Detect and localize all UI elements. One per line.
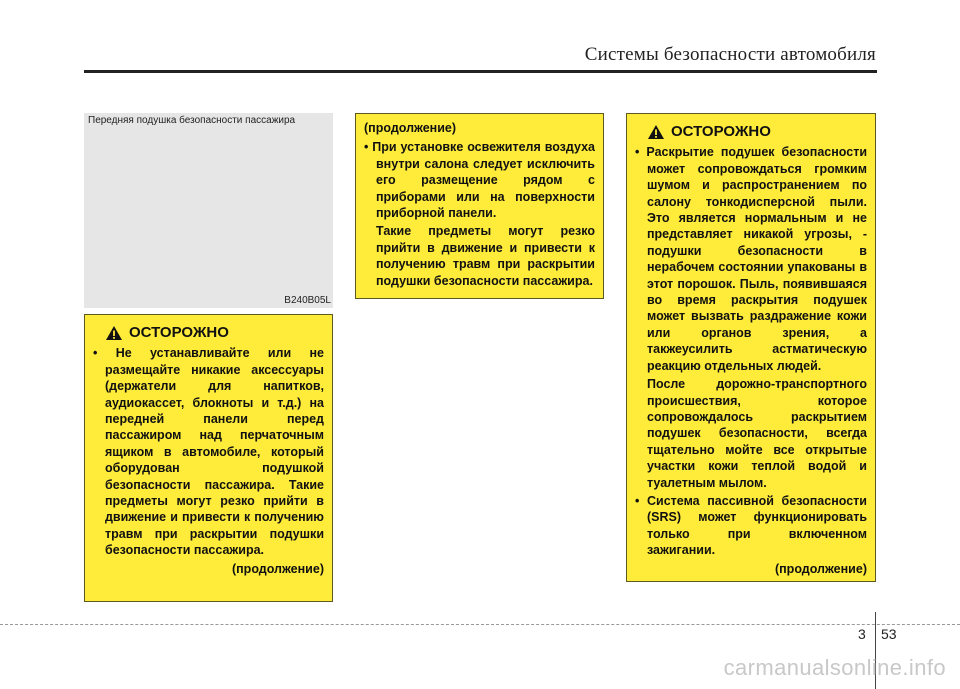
warning-text-3: • Система пассивной безопасности (SRS) может функционировать только при включенном зажигании.	[635, 493, 867, 558]
warning-text-1: • При установке освежителя воздуха внутри салона следует исключить его размещение рядом с приборами или на поверхности приборной панели.	[364, 140, 595, 221]
warning-text-2: После дорожно-транспортного происшествия, которое сопровождалось раскрытием подушек безопасности, всегда тщательно мойте все открытые участки кожи теплой водой и туалетным мылом.	[647, 377, 867, 490]
header-rule	[84, 70, 877, 73]
continued-label: (продолжение)	[774, 561, 867, 576]
watermark: carmanualsonline.info	[723, 655, 946, 680]
warning-heading-text: ОСТОРОЖНО	[671, 123, 771, 140]
warning-heading	[105, 325, 324, 341]
page-header-title: Системы безопасности автомобиля	[584, 44, 876, 65]
continued-top-label: (продолжение)	[364, 121, 457, 135]
airbag-photo	[84, 113, 333, 308]
warning-box-right	[626, 113, 876, 582]
warning-text: • Не устанавливайте или не размещайте никакие аксессуары (держатели для напитков, аудиокассет, блокноты и т.д.) на передней панели перед пассажиром над перчаточным ящиком в автомобиле, который оборудован подушкой безопасности пассажира. Такие предметы могут резко прийти в движение и привести к получению травм при раскрытии подушки безопасности пассажира.	[93, 346, 324, 558]
footer-dashed-line	[0, 624, 960, 625]
warning-triangle-icon	[105, 325, 123, 341]
warning-triangle-icon	[647, 124, 665, 140]
warning-text-1: • Раскрытие подушек безопасности может сопровождаться громким шумом и распространением по салону тонкодисперсной пыли. Это является нормальным и не представляет никакой угрозы, - подушки безопасности в нерабочем состоянии упакованы в этот порошок. Пыль, появившаяся во время раскрытия подушек может вызвать раздражение кожи или органов зрения, а такжеусилить астматическую реакцию отдельных людей.	[635, 145, 867, 373]
warning-heading	[647, 124, 867, 140]
photo-caption: Передняя подушка безопасности пассажира	[88, 115, 296, 126]
warning-box-middle	[355, 113, 604, 299]
warning-heading-text: ОСТОРОЖНО	[129, 324, 229, 341]
section-number: 3	[858, 626, 866, 642]
page-number: 53	[881, 626, 897, 642]
photo-code: B240B05L	[284, 295, 331, 306]
continued-label: (продолжение)	[231, 561, 324, 576]
warning-box-left	[84, 314, 333, 602]
warning-text-2: Такие предметы могут резко прийти в движение и привести к получению травм при раскрытии подушки безопасности пассажира.	[376, 224, 595, 288]
